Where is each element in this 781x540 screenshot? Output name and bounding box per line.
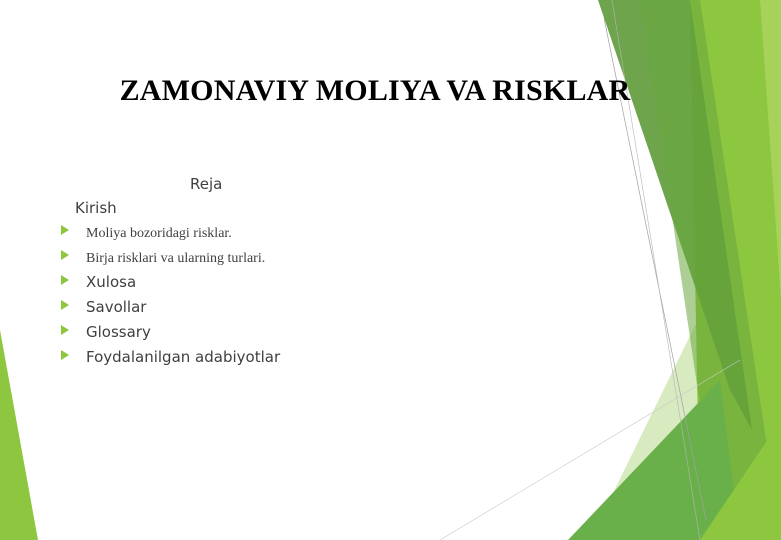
slide-subtitle: Reja <box>190 175 223 193</box>
list-item-label: Foydalanilgan adabiyotlar <box>86 348 281 366</box>
green-triangle-bullet-icon <box>61 350 69 360</box>
left-green-sliver <box>0 330 38 540</box>
list-item-label: Glossary <box>86 323 151 341</box>
bottom-green-triangle <box>568 380 740 540</box>
green-triangle-bullet-icon <box>61 300 69 310</box>
list-item-label: Savollar <box>86 298 147 316</box>
green-triangle-bullet-icon <box>61 325 69 335</box>
green-triangle-bullet-icon <box>61 275 69 285</box>
list-item-label: Xulosa <box>86 273 137 291</box>
green-triangle-bullet-icon <box>61 250 69 260</box>
green-triangle-bullet-icon <box>61 225 69 235</box>
list-item-label: Birja risklari va ularning turlari. <box>86 251 266 266</box>
slide-title: ZAMONAVIY MOLIYA VA RISKLAR <box>119 74 631 107</box>
list-item-label: Moliya bozoridagi risklar. <box>86 226 232 241</box>
intro-item: Kirish <box>75 199 117 217</box>
